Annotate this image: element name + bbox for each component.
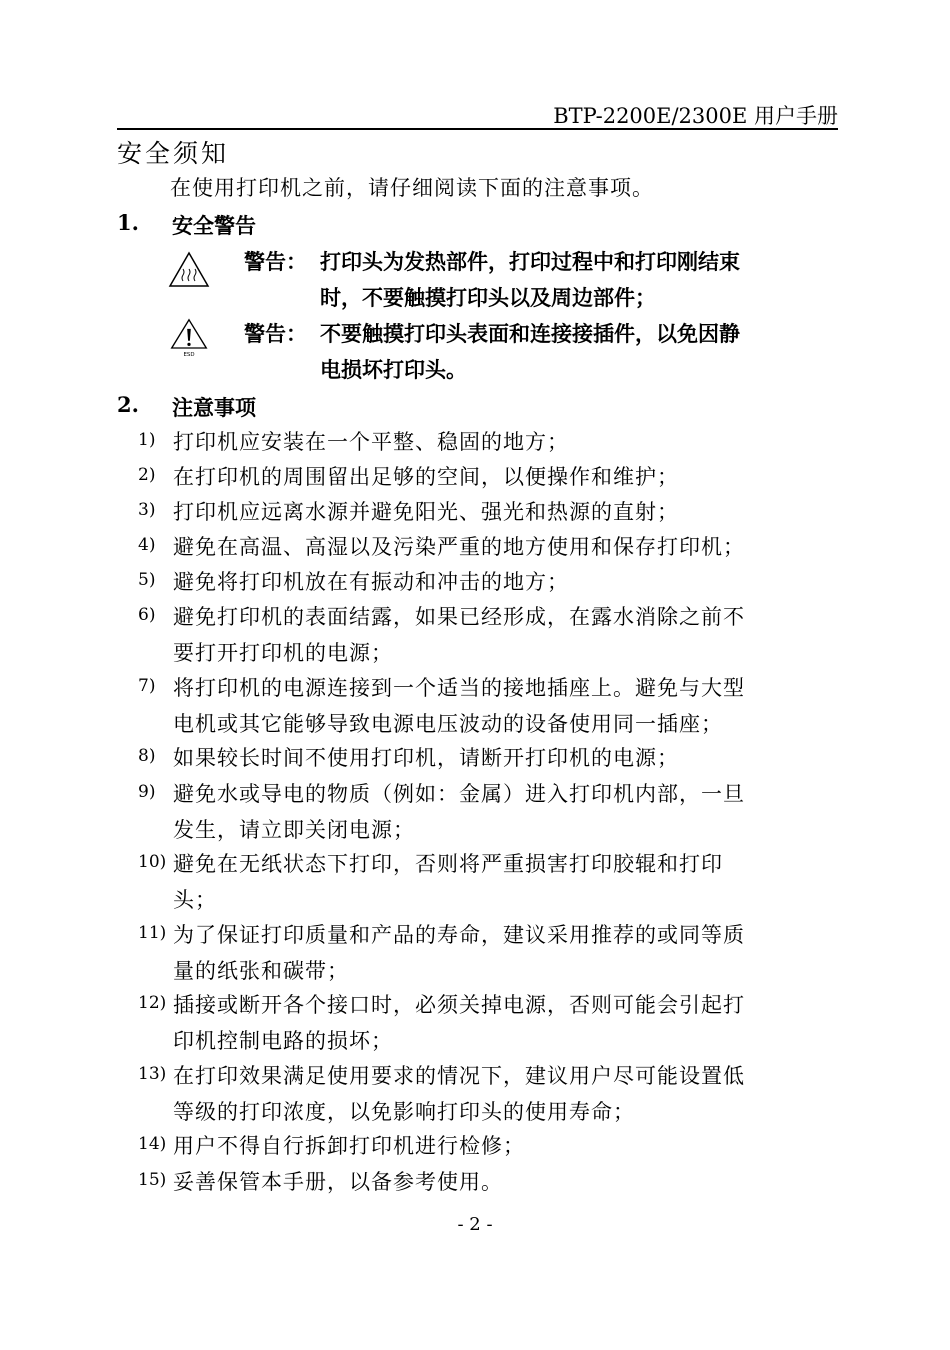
item-6-line-1: 避免打印机的表面结露，如果已经形成，在露水消除之前不 [173,605,745,629]
item-8-number: 8) [138,746,156,766]
item-7-line-1: 将打印机的电源连接到一个适当的接地插座上。避免与大型 [173,676,745,700]
warning-1-line-1: 打印头为发热部件，打印过程中和打印刚结束 [320,250,740,274]
item-9-number: 9) [138,782,156,802]
item-13-line-2: 等级的打印浓度，以免影响打印头的使用寿命； [173,1100,635,1124]
item-12-number: 12) [138,993,167,1013]
item-2-line-1: 在打印机的周围留出足够的空间，以便操作和维护； [173,465,679,489]
item-12-line-1: 插接或断开各个接口时，必须关掉电源，否则可能会引起打 [173,993,745,1017]
item-4-number: 4) [138,535,156,555]
warning-2-label: 警告： [244,322,307,346]
item-12-line-2: 印机控制电路的损坏； [173,1029,393,1053]
section-2-title: 注意事项 [172,396,256,420]
item-9-line-2: 发生，请立即关闭电源； [173,818,415,842]
item-15-line-1: 妥善保管本手册，以备参考使用。 [173,1170,503,1194]
intro-text: 在使用打印机之前，请仔细阅读下面的注意事项。 [170,176,654,200]
item-4-line-1: 避免在高温、高湿以及污染严重的地方使用和保存打印机； [173,535,745,559]
warning-2-line-1: 不要触摸打印头表面和连接接插件，以免因静 [320,322,740,346]
item-1-line-1: 打印机应安装在一个平整、稳固的地方； [173,430,569,454]
item-5-number: 5) [138,570,156,590]
esd-icon-text: ESD [183,352,195,358]
item-10-line-2: 头； [173,888,217,912]
item-6-number: 6) [138,605,156,625]
item-7-line-2: 电机或其它能够导致电源电压波动的设备使用同一插座； [173,712,723,736]
page-number: - 2 - [457,1214,493,1235]
warning-1-line-2: 时，不要触摸打印头以及周边部件； [320,286,656,310]
item-13-line-1: 在打印效果满足使用要求的情况下，建议用户尽可能设置低 [173,1064,745,1088]
warning-1-label: 警告： [244,250,307,274]
section-1-title: 安全警告 [172,214,256,238]
item-14-number: 14) [138,1134,167,1154]
item-10-line-1: 避免在无纸状态下打印，否则将严重损害打印胶辊和打印 [173,852,723,876]
item-2-number: 2) [138,465,156,485]
warning-2-line-2: 电损坏打印头。 [320,358,467,382]
esd-warning-icon [167,318,211,358]
item-1-number: 1) [138,430,156,450]
item-10-number: 10) [138,852,167,872]
header-title: BTP-2200E/2300E 用户手册 [553,104,838,128]
item-11-number: 11) [138,923,167,943]
item-11-line-1: 为了保证打印质量和产品的寿命，建议采用推荐的或同等质 [173,923,745,947]
item-3-number: 3) [138,500,156,520]
item-8-line-1: 如果较长时间不使用打印机，请断开打印机的电源； [173,746,679,770]
section-title: 安全须知 [117,139,230,168]
item-6-line-2: 要打开打印机的电源； [173,641,393,665]
item-13-number: 13) [138,1064,167,1084]
item-5-line-1: 避免将打印机放在有振动和冲击的地方； [173,570,569,594]
item-14-line-1: 用户不得自行拆卸打印机进行检修； [173,1134,525,1158]
hot-surface-icon [167,250,211,290]
item-7-number: 7) [138,676,156,696]
section-2-number: 2. [117,392,139,417]
section-1-number: 1. [117,210,139,235]
item-3-line-1: 打印机应远离水源并避免阳光、强光和热源的直射； [173,500,679,524]
item-15-number: 15) [138,1170,167,1190]
item-11-line-2: 量的纸张和碳带； [173,959,349,983]
item-9-line-1: 避免水或导电的物质（例如：金属）进入打印机内部，一旦 [173,782,745,806]
page-header [117,98,838,130]
